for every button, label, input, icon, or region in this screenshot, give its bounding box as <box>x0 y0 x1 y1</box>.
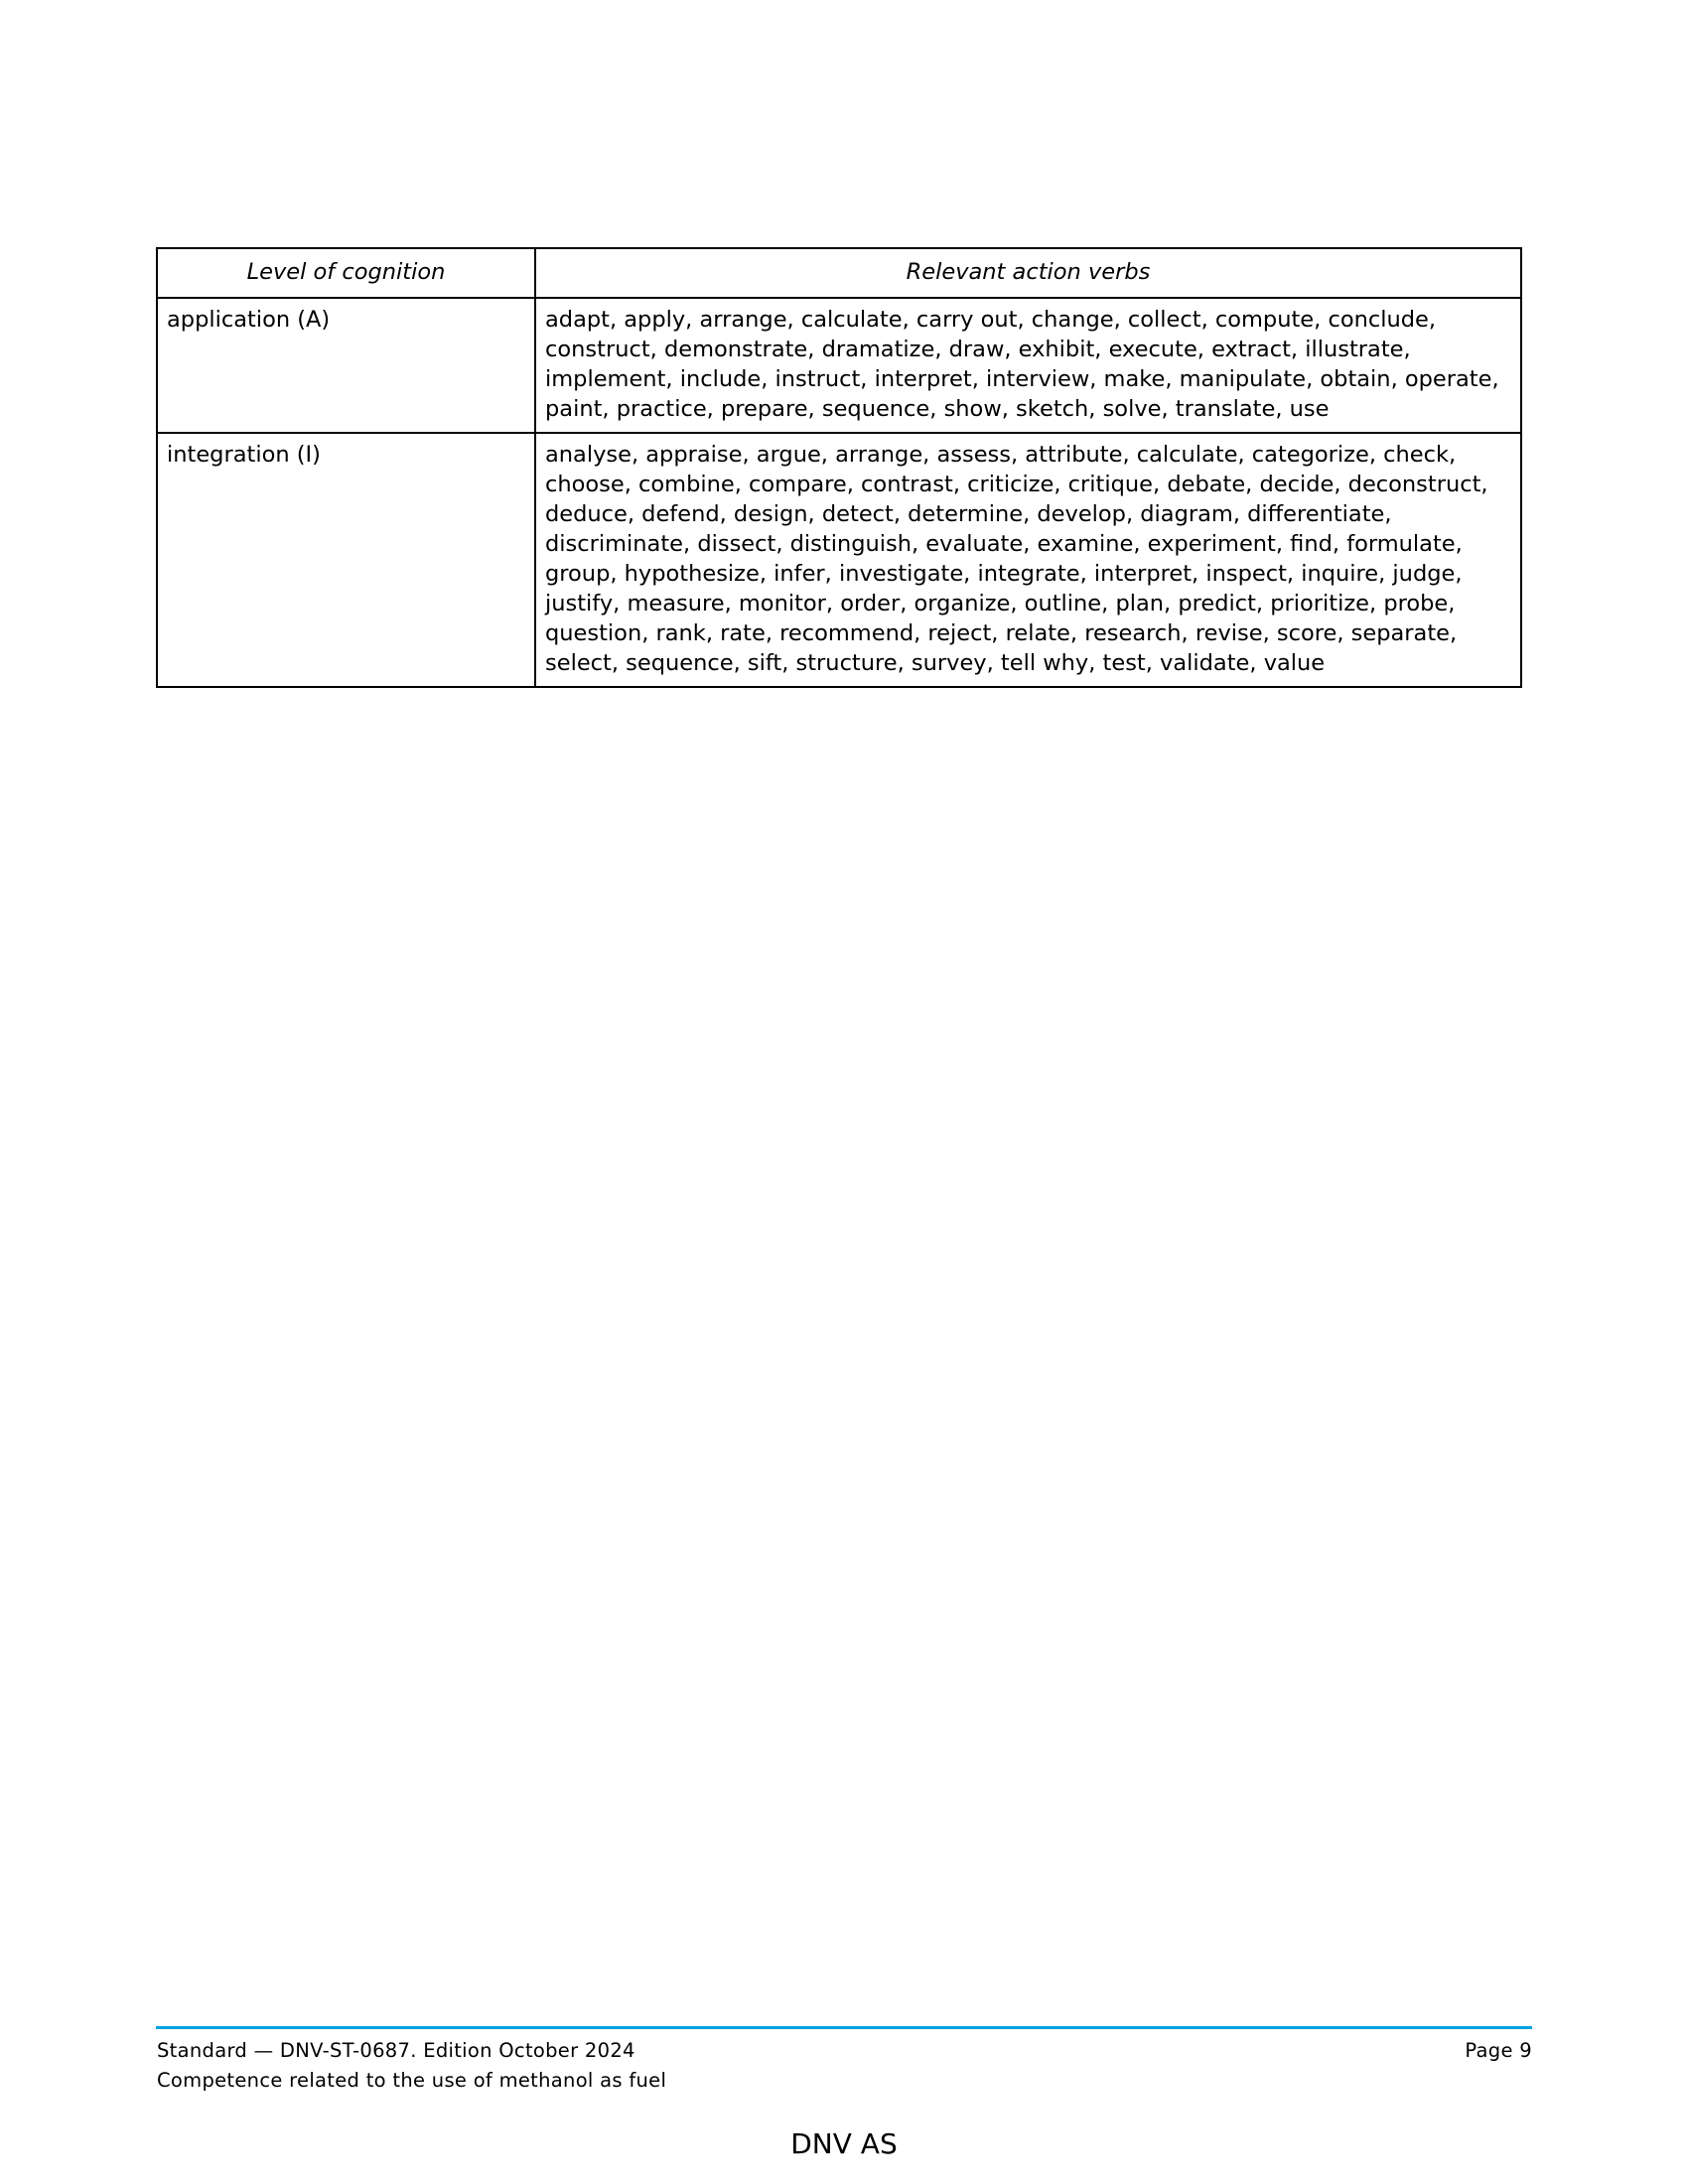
table-row <box>157 433 1521 687</box>
footer-document-title: Competence related to the use of methanol as fuel <box>157 2069 667 2092</box>
action-verbs-cell: analyse, appraise, argue, arrange, assess, attribute, calculate, categorize, check, choose, combine, compare, contrast, criticize, critique, debate, decide, deconstruct, deduce, defend, design, detect, determine, develop, diagram, differentiate, discriminate, dissect, distinguish, evaluate, examine, experiment, find, formulate, group, hypothesize, infer, investigate, integrate, interpret, inspect, inquire, judge, justify, measure, monitor, order, organize, outline, plan, predict, prioritize, probe, question, rank, rate, recommend, reject, relate, research, revise, score, separate, select, sequence, sift, structure, survey, tell why, test, validate, value <box>535 433 1521 687</box>
footer-standard-edition: Standard — DNV-ST-0687. Edition October 2024 <box>157 2039 635 2062</box>
table-row <box>157 298 1521 433</box>
footer-company-name: DNV AS <box>790 2127 898 2160</box>
cognition-level-cell: integration (I) <box>157 433 535 687</box>
footer-page-number: Page 9 <box>1465 2039 1532 2062</box>
cognition-verbs-table <box>156 247 1522 688</box>
footer-document-info <box>157 2036 666 2096</box>
header-relevant-action-verbs: Relevant action verbs <box>535 248 1521 298</box>
header-level-of-cognition: Level of cognition <box>157 248 535 298</box>
cognition-level-cell: application (A) <box>157 298 535 433</box>
footer-divider <box>156 2026 1532 2029</box>
table-header-row <box>157 248 1521 298</box>
action-verbs-cell: adapt, apply, arrange, calculate, carry out, change, collect, compute, conclude, construct, demonstrate, dramatize, draw, exhibit, execute, extract, illustrate, implement, include, instruct, interpret, interview, make, manipulate, obtain, operate, paint, practice, prepare, sequence, show, sketch, solve, translate, use <box>535 298 1521 433</box>
